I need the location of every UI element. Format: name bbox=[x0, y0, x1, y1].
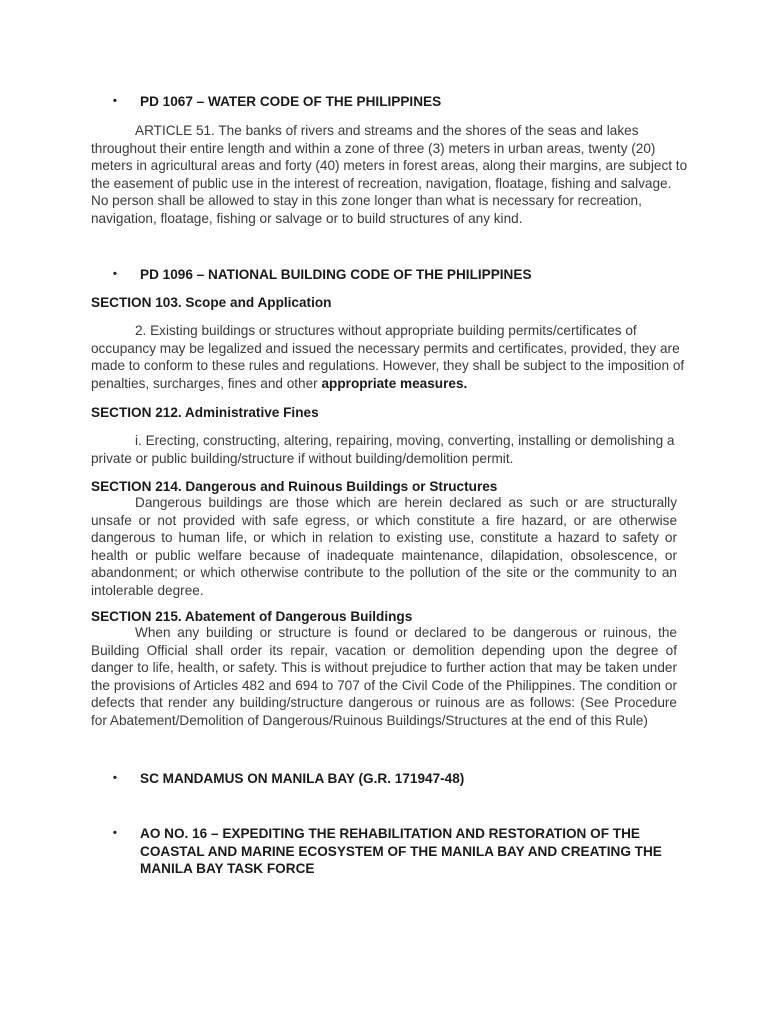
section-215-heading: SECTION 215. Abatement of Dangerous Buildings bbox=[91, 609, 413, 624]
pd1096-title: PD 1096 – NATIONAL BUILDING CODE OF THE PHILIPPINES bbox=[140, 267, 532, 282]
pd1067-article51 bbox=[91, 122, 691, 228]
bullet-icon: • bbox=[113, 268, 117, 280]
bullet-icon: • bbox=[113, 772, 117, 784]
sc-mandamus-title: SC MANDAMUS ON MANILA BAY (G.R. 171947-48) bbox=[140, 771, 465, 786]
section-103-body: 2. Existing buildings or structures without appropriate building permits/certificates of occupancy may be legalized and issued the necessary permits and certificates, provided, they are made to conform to these rules and regulations. However, they shall be subject to the imposition of penalties, surcharges, fines and other bbox=[91, 323, 685, 391]
section-212-text bbox=[91, 432, 685, 467]
ao16-title: AO NO. 16 – EXPEDITING THE REHABILITATION AND RESTORATION OF THE COASTAL AND MARINE ECOSYSTEM OF THE MANILA BAY AND CREATING THE MANILA BAY TASK FORCE bbox=[140, 826, 662, 877]
section-103-heading: SECTION 103. Scope and Application bbox=[91, 295, 332, 310]
section-212-body: i. Erecting, constructing, altering, repairing, moving, converting, installing or demolishing a private or public building/structure if without building/demolition permit. bbox=[91, 433, 675, 466]
section-215-body: When any building or structure is found or declared to be dangerous or ruinous, the Building Official shall order its repair, vacation or demolition depending upon the degree of danger to life, health, or safety. This is without prejudice to further action that may be taken under the provisions of Articles 482 and 694 to 707 of the Civil Code of the Philippines. The condition or defects that render any building/structure dangerous or ruinous are as follows: (See Procedure for Abatement/Demolition of Dangerous/Ruinous Buildings/Structures at the end of this Rule) bbox=[91, 625, 677, 728]
section-214-heading: SECTION 214. Dangerous and Ruinous Buildings or Structures bbox=[91, 479, 498, 494]
section-212-heading: SECTION 212. Administrative Fines bbox=[91, 405, 319, 420]
bullet-icon: • bbox=[113, 827, 117, 839]
section-103-text bbox=[91, 322, 689, 392]
section-215-text bbox=[91, 624, 677, 730]
section-103-bold-text: appropriate measures. bbox=[321, 375, 468, 391]
pd1067-title: PD 1067 – WATER CODE OF THE PHILIPPINES bbox=[140, 94, 442, 109]
section-214-body: Dangerous buildings are those which are herein declared as such or are structurally unsafe or not provided with safe egress, or which constitute a fire hazard, or are otherwise dangerous to human life, or which in relation to existing use, constitute a hazard to safety or health or public welfare because of inadequate maintenance, dilapidation, obsolescence, or abandonment; or which otherwise contribute to the pollution of the site or the community to an intolerable degree. bbox=[91, 495, 677, 598]
bullet-icon: • bbox=[113, 95, 117, 107]
article51-text: ARTICLE 51. The banks of rivers and streams and the shores of the seas and lakes throughout their entire length and within a zone of three (3) meters in urban areas, twenty (20) meters in agricultural areas and forty (40) meters in forest areas, along their margins, are subject to the easement of public use in the interest of recreation, navigation, floatage, fishing and salvage. No person shall be allowed to stay in this zone longer than what is necessary for recreation, navigation, floatage, fishing or salvage or to build structures of any kind. bbox=[91, 123, 688, 226]
section-214-text bbox=[91, 494, 677, 600]
